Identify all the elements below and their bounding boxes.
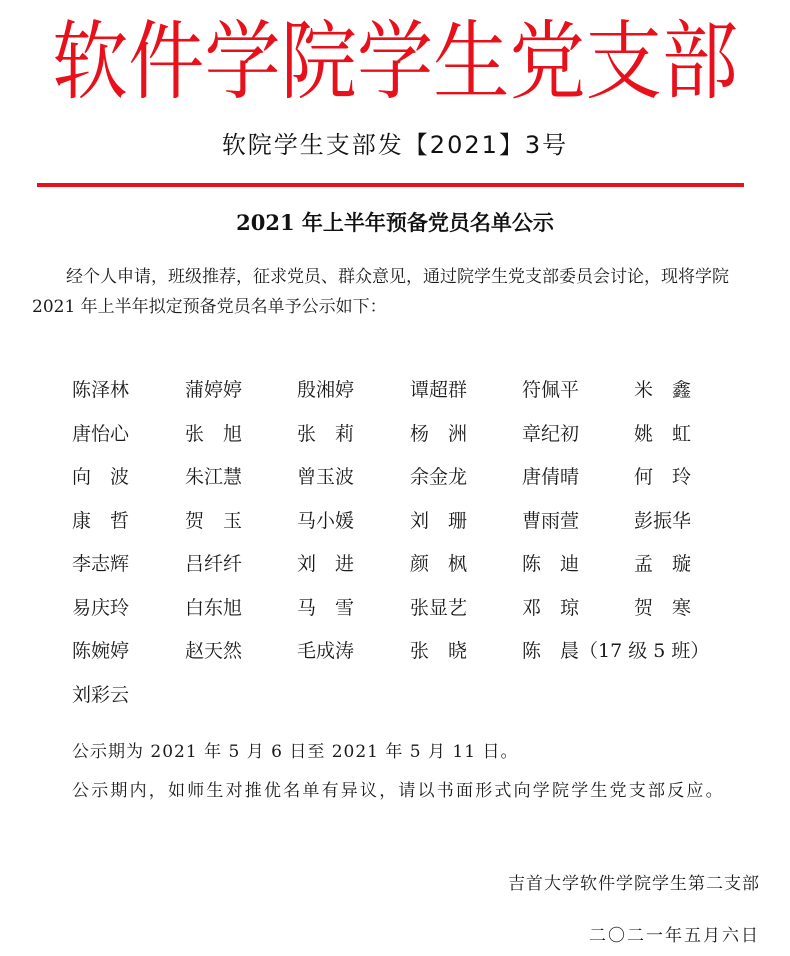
candidate-name: 易庆玲 [72, 596, 130, 619]
candidate-name: 贺 玉 [185, 509, 243, 532]
signature-organization: 吉首大学软件学院学生第二支部 [508, 874, 760, 894]
candidate-name: 刘彩云 [72, 683, 130, 706]
signature-date: 二〇二一年五月六日 [589, 926, 760, 946]
publicity-period-paragraph: 公示期为 2021 年 5 月 6 日至 2021 年 5 月 11 日。 [72, 742, 519, 762]
candidate-name: 白东旭 [185, 596, 243, 619]
objection-paragraph: 公示期内，如师生对推优名单有异议，请以书面形式向学院学生党支部反应。 [72, 781, 725, 801]
candidate-name: 孟 璇 [634, 553, 692, 575]
candidate-name-list [72, 372, 772, 720]
candidate-name: 米 鑫 [634, 379, 692, 401]
candidate-name: 陈泽林 [72, 379, 130, 401]
name-row [72, 590, 772, 634]
notice-title: 2021 年上半年预备党员名单公示 [236, 210, 554, 235]
candidate-name: 马 雪 [297, 596, 355, 619]
candidate-name: 唐怡心 [72, 422, 130, 445]
candidate-name: 姚 虹 [634, 422, 692, 445]
name-row [72, 677, 772, 721]
candidate-name: 贺 寒 [634, 596, 692, 619]
candidate-name: 章纪初 [522, 422, 580, 445]
candidate-name: 张 晓 [410, 640, 468, 662]
candidate-name: 杨 洲 [410, 422, 468, 445]
candidate-name: 朱江慧 [185, 466, 243, 488]
candidate-name: 陈 晨（17 级 5 班） [522, 640, 710, 662]
candidate-name: 邓 琼 [522, 596, 580, 619]
document-number: 软院学生支部发【2021】3号 [221, 131, 569, 159]
candidate-name: 刘 进 [297, 553, 355, 575]
candidate-name: 陈婉婷 [72, 640, 130, 662]
candidate-name: 彭振华 [634, 509, 692, 532]
name-row [72, 372, 772, 416]
candidate-name: 蒲婷婷 [185, 379, 243, 401]
candidate-name: 张显艺 [410, 596, 468, 619]
candidate-name: 曾玉波 [297, 466, 355, 488]
candidate-name: 马小媛 [297, 509, 355, 532]
name-row [72, 503, 772, 547]
candidate-name: 毛成涛 [297, 640, 355, 662]
candidate-name: 康 哲 [72, 509, 130, 532]
candidate-name: 陈 迪 [522, 553, 580, 575]
candidate-name: 张 旭 [185, 422, 243, 445]
candidate-name: 曹雨萱 [522, 509, 580, 532]
candidate-name: 张 莉 [297, 422, 355, 445]
candidate-name: 颜 枫 [410, 553, 468, 575]
name-row [72, 546, 772, 590]
candidate-name: 谭超群 [410, 379, 468, 401]
name-row [72, 633, 772, 677]
red-divider-rule [37, 183, 744, 187]
candidate-name: 符佩平 [522, 379, 580, 401]
candidate-name: 李志辉 [72, 553, 130, 575]
candidate-name: 吕纤纤 [185, 553, 243, 575]
candidate-name: 向 波 [72, 466, 130, 488]
candidate-name: 何 玲 [634, 466, 692, 488]
candidate-name: 刘 珊 [410, 509, 468, 532]
name-row [72, 459, 772, 503]
candidate-name: 余金龙 [410, 466, 468, 488]
candidate-name: 唐倩晴 [522, 466, 580, 488]
name-row [72, 416, 772, 460]
intro-paragraph: 经个人申请，班级推荐，征求党员、群众意见，通过院学生党支部委员会讨论，现将学院2021 年上半年拟定预备党员名单予公示如下： [32, 267, 729, 317]
masthead-title: 软件学院学生党支部 [51, 12, 739, 112]
candidate-name: 殷湘婷 [297, 379, 355, 401]
candidate-name: 赵天然 [185, 640, 243, 662]
